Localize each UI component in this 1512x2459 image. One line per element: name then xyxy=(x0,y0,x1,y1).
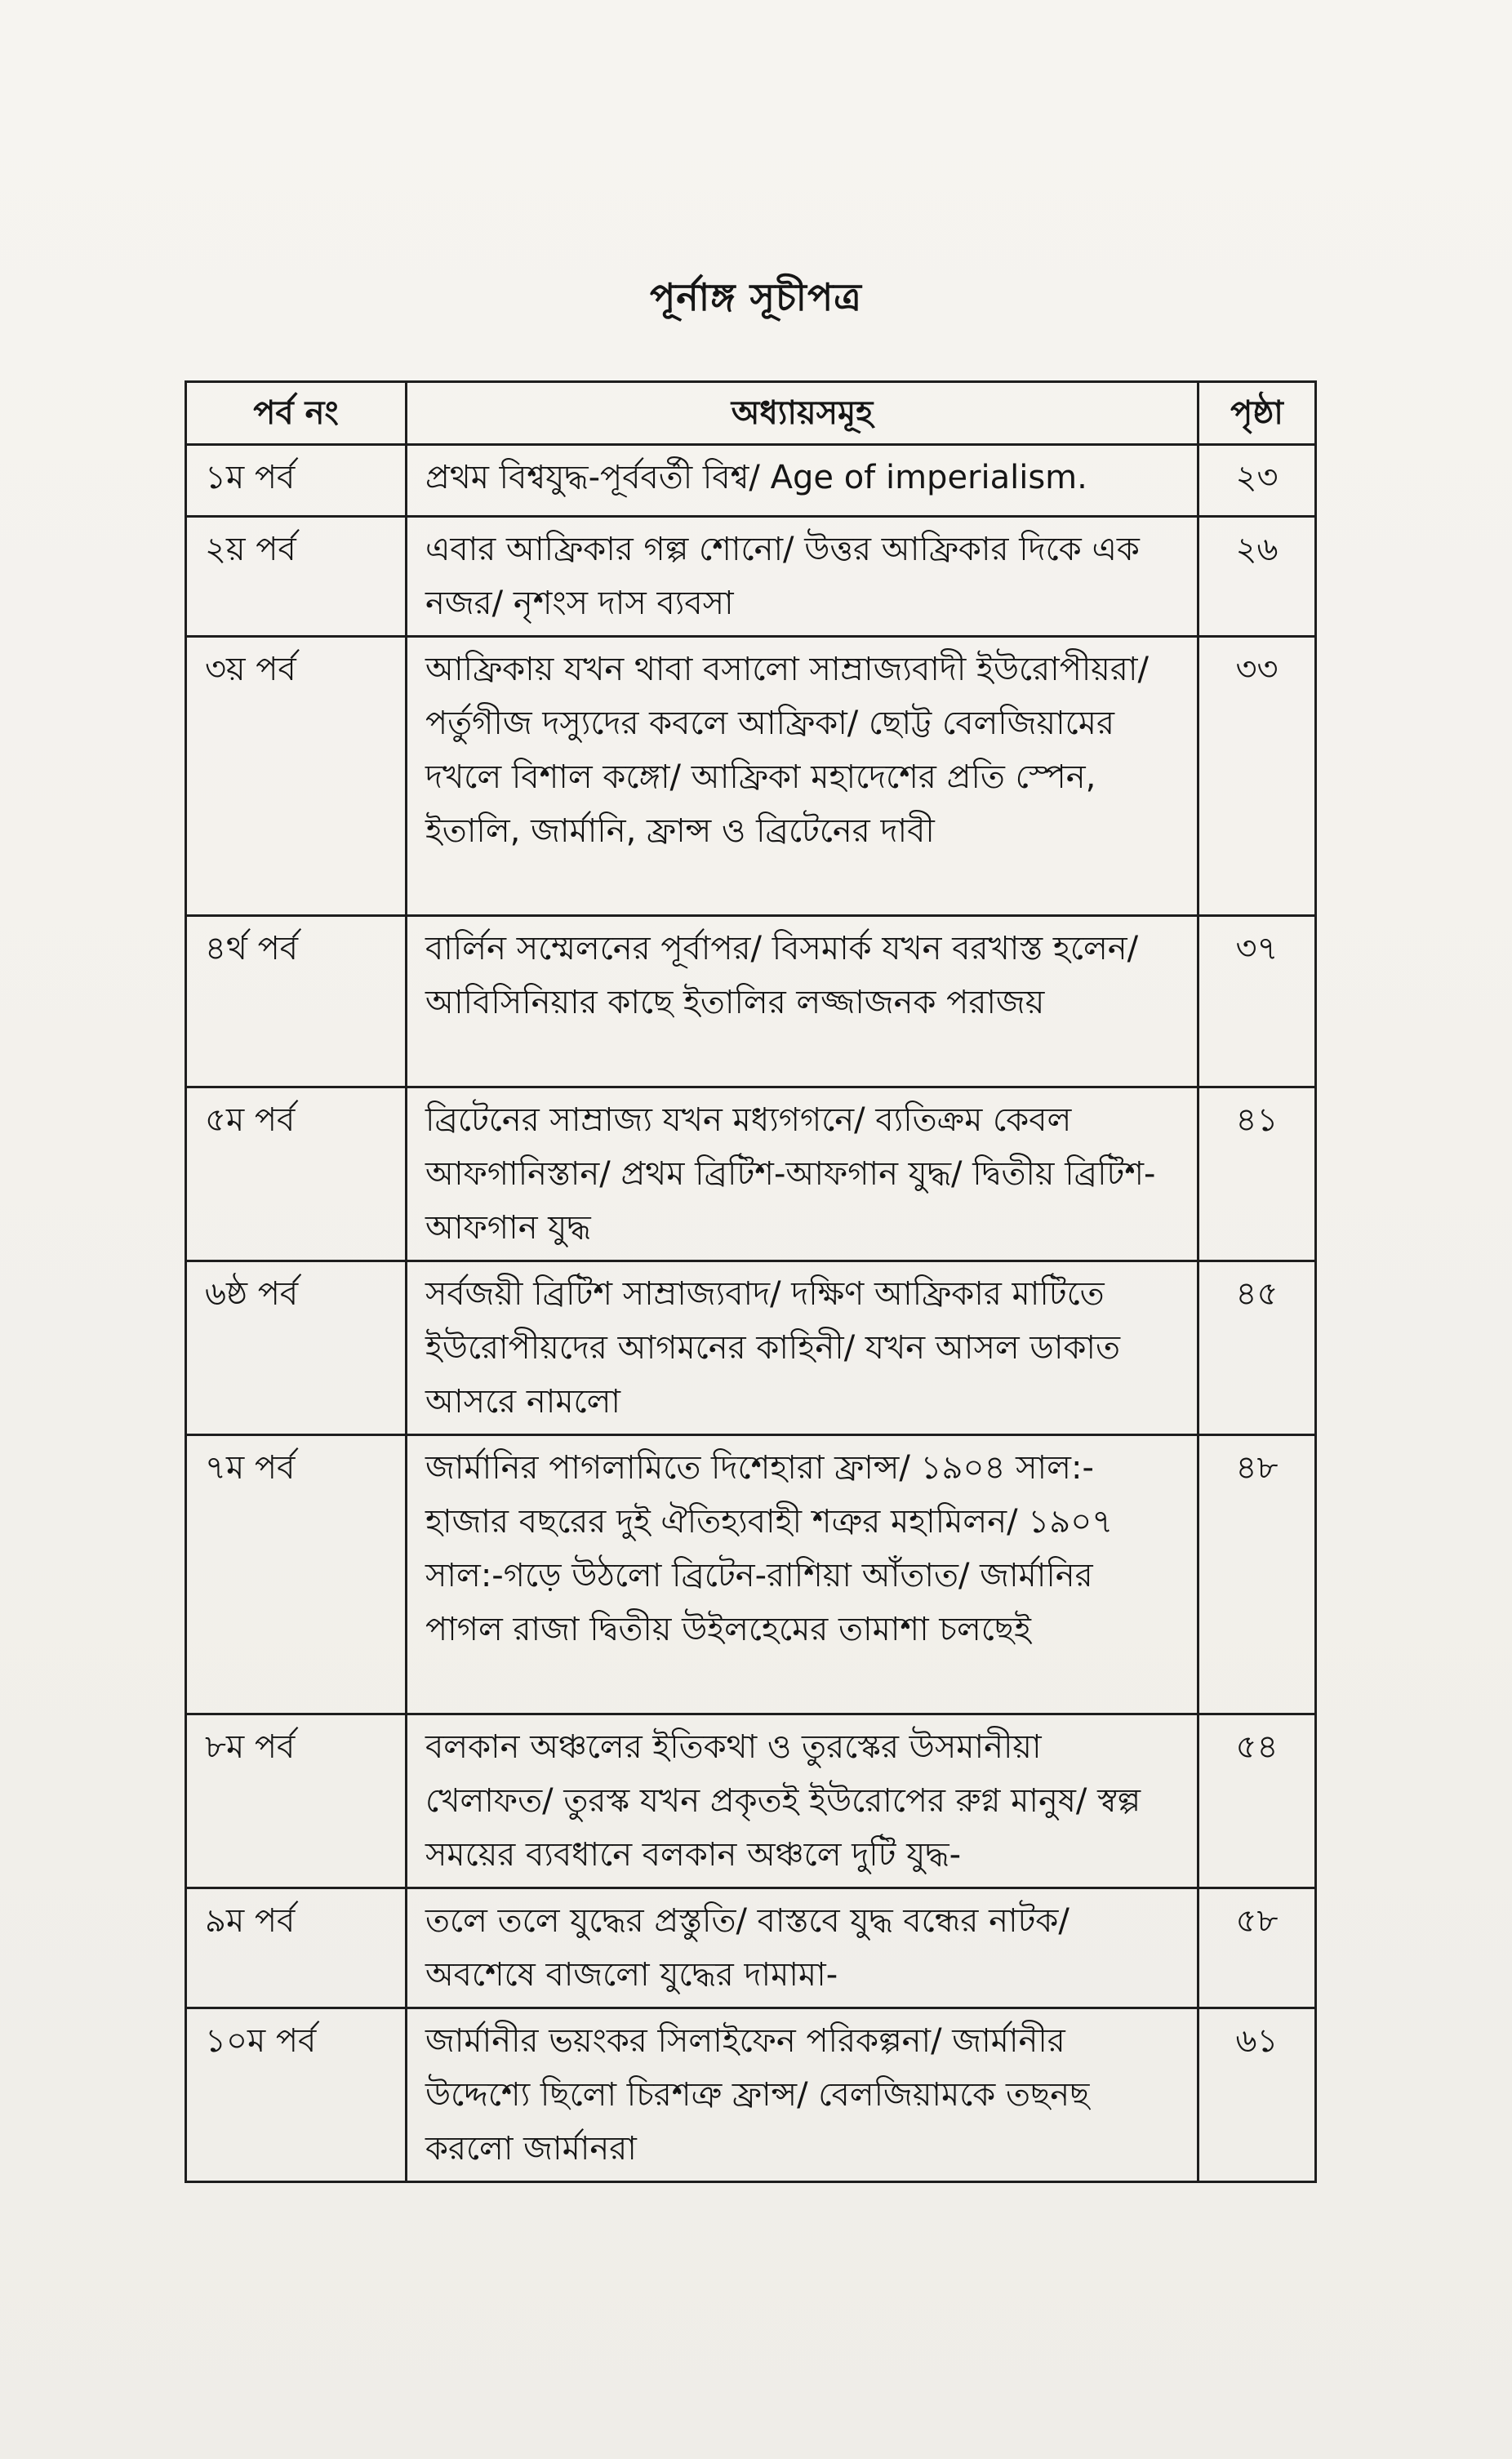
page-number: ৫৮ xyxy=(1198,1888,1316,2008)
page-number: ৫৪ xyxy=(1198,1714,1316,1888)
page-title: পূর্নাঙ্গ সূচীপত্র xyxy=(650,275,862,319)
table-row xyxy=(186,637,1316,916)
chapter-list: আফ্রিকায় যখন থাবা বসালো সাম্রাজ্যবাদী ইউরোপীয়রা/ পর্তুগীজ দস্যুদের কবলে আফ্রিকা/ ছোট্ট বেলজিয়ামের দখলে বিশাল কঙ্গো/ আফ্রিকা মহাদেশের প্রতি স্পেন, ইতালি, জার্মানি, ফ্রান্স ও ব্রিটেনের দাবী xyxy=(407,637,1198,916)
part-number: ১ম পর্ব xyxy=(186,445,407,517)
chapter-list: জার্মানীর ভয়ংকর সিলাইফেন পরিকল্পনা/ জার্মানীর উদ্দেশ্যে ছিলো চিরশত্রু ফ্রান্স/ বেলজিয়ামকে তছনছ করলো জার্মানরা xyxy=(407,2008,1198,2182)
table-row xyxy=(186,517,1316,637)
part-number: ১০ম পর্ব xyxy=(186,2008,407,2182)
chapter-list: বলকান অঞ্চলের ইতিকথা ও তুরস্কের উসমানীয়া খেলাফত/ তুরস্ক যখন প্রকৃতই ইউরোপের রুগ্ন মানুষ/ স্বল্প সময়ের ব্যবধানে বলকান অঞ্চলে দুটি যুদ্ধ- xyxy=(407,1714,1198,1888)
chapter-list: প্রথম বিশ্বযুদ্ধ-পূর্ববর্তী বিশ্ব/ Age of imperialism. xyxy=(407,445,1198,517)
table-row xyxy=(186,1435,1316,1714)
table-row xyxy=(186,1714,1316,1888)
page-number: ২৬ xyxy=(1198,517,1316,637)
part-number: ৩য় পর্ব xyxy=(186,637,407,916)
chapter-list: জার্মানির পাগলামিতে দিশেহারা ফ্রান্স/ ১৯০৪ সাল:- হাজার বছরের দুই ঐতিহ্যবাহী শত্রুর মহামিলন/ ১৯০৭ সাল:-গড়ে উঠলো ব্রিটেন-রাশিয়া আঁতাত/ জার্মানির পাগল রাজা দ্বিতীয় উইলহেমের তামাশা চলছেই xyxy=(407,1435,1198,1714)
part-number: ৯ম পর্ব xyxy=(186,1888,407,2008)
page-number: ৩৩ xyxy=(1198,637,1316,916)
table-row xyxy=(186,916,1316,1087)
page-number: ৬১ xyxy=(1198,2008,1316,2182)
chapter-list: সর্বজয়ী ব্রিটিশ সাম্রাজ্যবাদ/ দক্ষিণ আফ্রিকার মাটিতে ইউরোপীয়দের আগমনের কাহিনী/ যখন আসল ডাকাত আসরে নামলো xyxy=(407,1261,1198,1435)
table-row xyxy=(186,1087,1316,1261)
table-row xyxy=(186,1261,1316,1435)
part-number: ২য় পর্ব xyxy=(186,517,407,637)
part-number: ৭ম পর্ব xyxy=(186,1435,407,1714)
page-number: ২৩ xyxy=(1198,445,1316,517)
page-number: ৪৮ xyxy=(1198,1435,1316,1714)
header-part: পর্ব নং xyxy=(186,382,407,445)
part-number: ৫ম পর্ব xyxy=(186,1087,407,1261)
page-number: ৪৫ xyxy=(1198,1261,1316,1435)
table-row xyxy=(186,445,1316,517)
table-row xyxy=(186,2008,1316,2182)
page-number: ৩৭ xyxy=(1198,916,1316,1087)
table-header-row xyxy=(186,382,1316,445)
header-chapters: অধ্যায়সমূহ xyxy=(407,382,1198,445)
header-page: পৃষ্ঠা xyxy=(1198,382,1316,445)
chapter-list: বার্লিন সম্মেলনের পূর্বাপর/ বিসমার্ক যখন বরখাস্ত হলেন/ আবিসিনিয়ার কাছে ইতালির লজ্জাজনক পরাজয় xyxy=(407,916,1198,1087)
chapter-list: তলে তলে যুদ্ধের প্রস্তুতি/ বাস্তবে যুদ্ধ বন্ধের নাটক/ অবশেষে বাজলো যুদ্ধের দামামা- xyxy=(407,1888,1198,2008)
contents-table xyxy=(185,380,1317,2183)
chapter-list: এবার আফ্রিকার গল্প শোনো/ উত্তর আফ্রিকার দিকে এক নজর/ নৃশংস দাস ব্যবসা xyxy=(407,517,1198,637)
part-number: ৪র্থ পর্ব xyxy=(186,916,407,1087)
part-number: ৮ম পর্ব xyxy=(186,1714,407,1888)
part-number: ৬ষ্ঠ পর্ব xyxy=(186,1261,407,1435)
page-number: ৪১ xyxy=(1198,1087,1316,1261)
table-row xyxy=(186,1888,1316,2008)
chapter-list: ব্রিটেনের সাম্রাজ্য যখন মধ্যগগনে/ ব্যতিক্রম কেবল আফগানিস্তান/ প্রথম ব্রিটিশ-আফগান যুদ্ধ/ দ্বিতীয় ব্রিটিশ-আফগান যুদ্ধ xyxy=(407,1087,1198,1261)
